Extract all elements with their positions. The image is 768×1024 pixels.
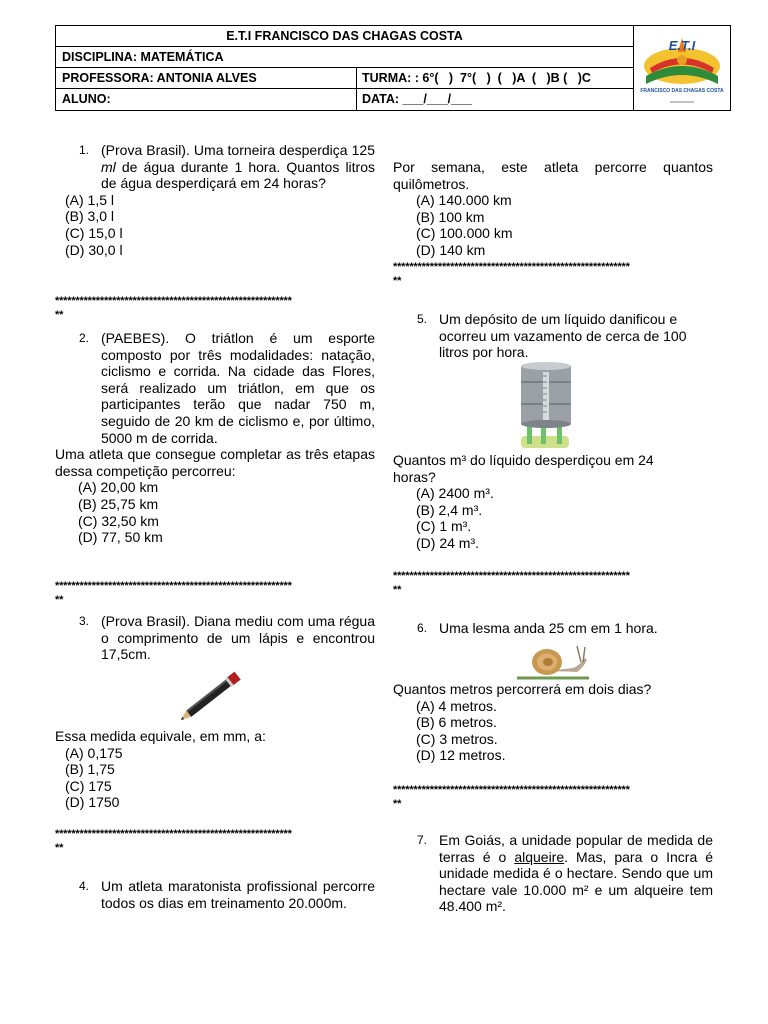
option-c[interactable]: (C) 175 xyxy=(65,777,112,794)
separator: ********************************************************** ** xyxy=(55,295,292,321)
separator: ********************************************************** ** xyxy=(55,580,292,606)
logo-title: E.T.I xyxy=(668,38,696,53)
question-6-options xyxy=(393,681,713,764)
teacher-label: PROFESSORA: ANTONIA ALVES xyxy=(62,71,257,85)
discipline-label: DISCIPLINA: MATEMÁTICA xyxy=(62,50,224,64)
question-text: Em Goiás, a unidade popular de medida de terras é o alqueire. Mas, para o Incra é unidade medida é o hectare. Sendo que um hectare vale 10.000 m² e um alqueire tem 48.400 m². xyxy=(439,832,713,915)
question-3 xyxy=(55,613,375,663)
question-6 xyxy=(393,620,713,637)
option-d[interactable]: (D) 12 metros. xyxy=(416,747,506,764)
school-logo-cell xyxy=(633,26,731,110)
question-7 xyxy=(393,832,713,915)
question-text: (Prova Brasil). Diana mediu com uma régua o comprimento de um lápis e encontrou 17,5cm. xyxy=(101,613,375,663)
question-number: 1. xyxy=(79,143,90,157)
header-row-student xyxy=(56,89,633,110)
question-4 xyxy=(55,878,375,911)
header-row-discipline xyxy=(56,47,633,68)
options-list xyxy=(416,485,713,551)
question-number: 3. xyxy=(79,614,90,628)
question-text: (Prova Brasil). Uma torneira desperdiça 125 ml de água durante 1 hora. Quantos litros de água desperdiçará em 24 horas? xyxy=(101,142,375,192)
school-logo xyxy=(634,26,730,110)
class-label: TURMA: : 6°( ) 7°( ) ( )A ( )B ( )C xyxy=(362,71,591,85)
question-5 xyxy=(393,311,713,361)
options-list xyxy=(416,192,713,258)
option-d[interactable]: (D) 30,0 l xyxy=(65,241,123,258)
snail-image xyxy=(517,638,589,680)
options-list xyxy=(78,479,375,545)
option-a[interactable]: (A) 140.000 km xyxy=(416,192,512,209)
question-5-options xyxy=(393,452,713,552)
separator: ********************************************************** ** xyxy=(393,570,630,596)
header-row-teacher xyxy=(56,68,633,89)
option-c[interactable]: (C) 3 metros. xyxy=(416,730,498,747)
option-d[interactable]: (D) 77, 50 km xyxy=(78,529,163,546)
question-1 xyxy=(55,142,375,258)
separator: ********************************************************** ** xyxy=(393,784,630,810)
question-text: Uma lesma anda 25 cm em 1 hora. xyxy=(439,620,658,636)
option-c[interactable]: (C) 32,50 km xyxy=(78,512,159,529)
question-3-options xyxy=(55,728,375,811)
header-divider xyxy=(356,89,357,110)
question-text: Um atleta maratonista profissional percorre todos os dias em treinamento 20.000m. xyxy=(101,878,375,911)
question-prompt: Quantos m³ do líquido desperdiçou em 24 horas? xyxy=(393,452,654,485)
question-number: 5. xyxy=(417,312,428,326)
separator: ********************************************************** ** xyxy=(393,261,630,287)
question-number: 2. xyxy=(79,331,90,345)
option-a[interactable]: (A) 2400 m³. xyxy=(416,485,494,502)
option-c[interactable]: (C) 100.000 km xyxy=(416,225,513,242)
option-d[interactable]: (D) 1750 xyxy=(65,794,120,811)
question-prompt: Quantos metros percorrerá em dois dias? xyxy=(393,681,652,697)
date-label: DATA: ___/___/___ xyxy=(362,92,473,106)
question-4-continued xyxy=(393,159,713,259)
alqueire-term: alqueire xyxy=(514,848,565,865)
header-table xyxy=(55,25,731,111)
header-row-school xyxy=(56,26,633,47)
options-list xyxy=(416,698,713,764)
school-name: E.T.I FRANCISCO DAS CHAGAS COSTA xyxy=(226,29,463,43)
header-divider xyxy=(356,68,357,89)
question-prompt: Essa medida equivale, em mm, a: xyxy=(55,728,266,744)
student-label: ALUNO: xyxy=(62,92,111,106)
option-c[interactable]: (C) 15,0 l xyxy=(65,224,123,241)
question-2 xyxy=(55,330,375,546)
question-text: Um depósito de um líquido danificou e ocorreu um vazamento de cerca de 100 litros por hora. xyxy=(439,311,687,361)
option-a[interactable]: (A) 0,175 xyxy=(65,744,123,761)
separator: ********************************************************** ** xyxy=(55,828,292,854)
pencil-image xyxy=(176,662,252,726)
option-b[interactable]: (B) 25,75 km xyxy=(78,495,159,512)
option-b[interactable]: (B) 3,0 l xyxy=(65,208,115,225)
options-list xyxy=(65,192,375,258)
option-a[interactable]: (A) 4 metros. xyxy=(416,697,497,714)
unit-ml: ml xyxy=(101,158,116,175)
option-a[interactable]: (A) 1,5 l xyxy=(65,191,115,208)
question-number: 6. xyxy=(417,621,428,635)
option-d[interactable]: (D) 140 km xyxy=(416,241,486,258)
option-a[interactable]: (A) 20,00 km xyxy=(78,479,159,496)
question-number: 4. xyxy=(79,879,90,893)
option-b[interactable]: (B) 2,4 m³. xyxy=(416,501,483,518)
tank-image xyxy=(513,362,573,450)
option-d[interactable]: (D) 24 m³. xyxy=(416,534,479,551)
option-c[interactable]: (C) 1 m³. xyxy=(416,518,472,535)
question-prompt: Uma atleta que consegue completar as três etapas dessa competição percorreu: xyxy=(55,446,375,479)
question-number: 7. xyxy=(417,833,428,847)
option-b[interactable]: (B) 1,75 xyxy=(65,761,115,778)
option-b[interactable]: (B) 6 metros. xyxy=(416,714,497,731)
question-prompt: Por semana, este atleta percorre quantos quilômetros. xyxy=(393,159,713,192)
options-list xyxy=(65,745,375,811)
logo-caption: FRANCISCO DAS CHAGAS COSTA xyxy=(640,88,724,94)
option-b[interactable]: (B) 100 km xyxy=(416,208,485,225)
question-text: (PAEBES). O triátlon é um esporte composto por três modalidades: natação, ciclismo e corrida. Na cidade das Flores, será realizado um triátlon, em que os participantes terão que nadar 750 m, seguido de 20 km de ciclismo e, por último, 5000 m de corrida. xyxy=(101,330,375,446)
